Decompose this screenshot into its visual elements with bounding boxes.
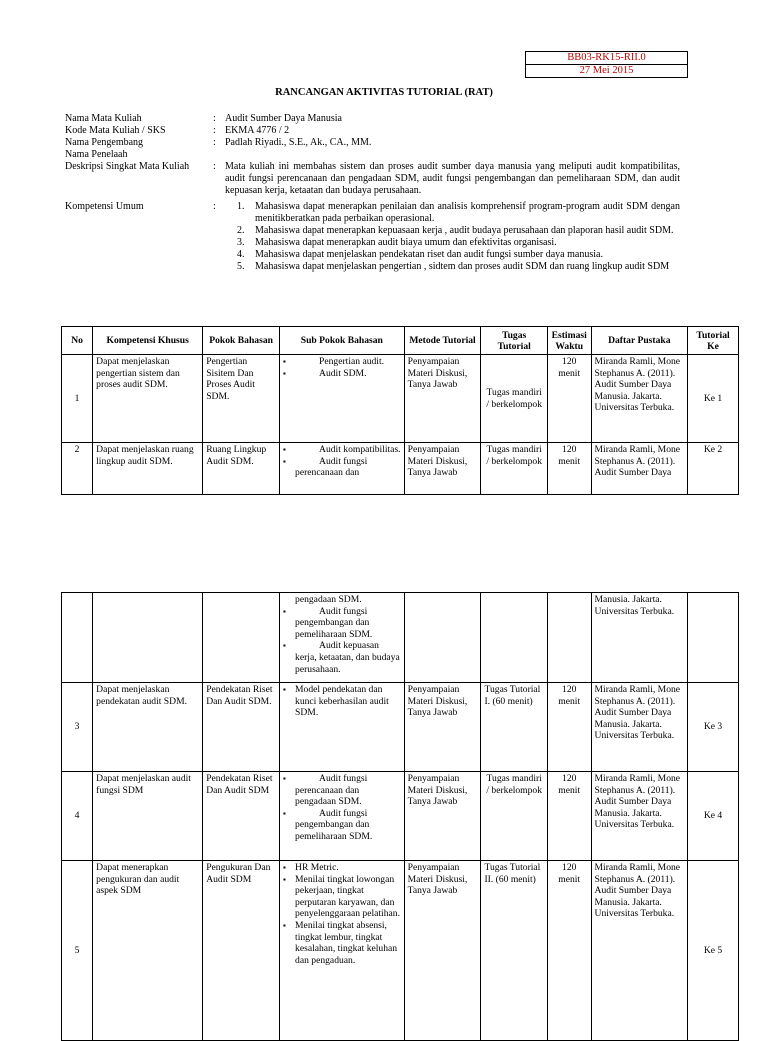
tutorial-table-page1 (61, 326, 739, 495)
info-colon: : (213, 161, 216, 172)
sub-list (283, 356, 401, 379)
sub-item: ▪ Audit fungsi pengembangan dan pemeliharaan SDM. (283, 606, 401, 641)
competency-list (225, 201, 680, 273)
table-row (62, 355, 739, 443)
header-kompetensi: Kompetensi Khusus (93, 327, 203, 355)
cell-ke: Ke 5 (688, 861, 739, 1041)
cell-waktu: 120 menit (547, 683, 591, 772)
cell-kompetensi: Dapat menjelaskan ruang lingkup audit SDM. (93, 443, 203, 495)
cell-sub (280, 683, 405, 772)
cell-no: 1 (62, 355, 93, 443)
sub-list (283, 773, 401, 843)
cell-kompetensi (93, 593, 203, 683)
cell-sub (280, 355, 405, 443)
info-colon: : (213, 125, 216, 136)
sub-list (283, 606, 401, 676)
header-waktu: Estimasi Waktu (547, 327, 591, 355)
header-pokok: Pokok Bahasan (203, 327, 280, 355)
info-value: Mata kuliah ini membahas sistem dan proses audit sumber daya manusia yang meliputi audit kompatibilitas, audit fungsi perencanaan dan pengadaan SDM, audit fungsi pengembangan dan pemeliharaan SDM, dan audit kepuasan kerja, ketaatan dan budaya perusahaan. (225, 161, 680, 196)
competency-item: 1. Mahasiswa dapat menerapkan penilaian dan analisis komprehensif program-program audit SDM dengan menitikberatkan pada perbaikan operasional. (237, 201, 680, 224)
cell-metode: Penyampaian Materi Diskusi, Tanya Jawab (404, 683, 481, 772)
info-label: Kompetensi Umum (65, 201, 144, 212)
document-code: BB03-RK15-RII.0 (567, 52, 646, 63)
info-row-course-name (65, 113, 680, 125)
cell-kompetensi: Dapat menjelaskan audit fungsi SDM (93, 772, 203, 861)
cell-no (62, 593, 93, 683)
cell-tugas: Tugas mandiri / berkelompok (481, 772, 547, 861)
cell-kompetensi: Dapat menjelaskan pengertian sistem dan proses audit SDM. (93, 355, 203, 443)
sub-item: ▪ Audit fungsi perencanaan dan pengadaan SDM. (283, 773, 401, 808)
sub-list (283, 444, 401, 479)
sub-item: ▪ Audit kepuasan kerja, ketaatan, dan budaya perusahaan. (283, 640, 401, 675)
sub-continued-text: pengadaan SDM. (295, 594, 362, 605)
cell-pustaka: Miranda Ramli, Mone Stephanus A. (2011). Audit Sumber Daya (591, 443, 688, 495)
course-info (65, 113, 680, 273)
cell-kompetensi: Dapat menjelaskan pendekatan audit SDM. (93, 683, 203, 772)
header-metode: Metode Tutorial (404, 327, 481, 355)
header-pustaka: Daftar Pustaka (591, 327, 688, 355)
sub-item: ▪ HR Metric. (283, 862, 401, 874)
cell-tugas: Tugas mandiri / berkelompok (481, 355, 547, 443)
cell-pustaka: Miranda Ramli, Mone Stephanus A. (2011). Audit Sumber Daya Manusia. Jakarta. Universitas Terbuka. (591, 355, 688, 443)
table-row (62, 683, 739, 772)
header-ke: Tutorial Ke (688, 327, 739, 355)
header-no: No (62, 327, 93, 355)
cell-ke: Ke 2 (688, 443, 739, 495)
sub-item: ▪ Menilai tingkat lowongan pekerjaan, tingkat perputaran karyawan, dan penyelenggaraan pelatihan. (283, 874, 401, 920)
cell-pokok: Pendekatan Riset Dan Audit SDM. (203, 683, 280, 772)
cell-ke (688, 593, 739, 683)
sub-item: ▪ Audit fungsi pengembangan dan pemeliharaan SDM. (283, 808, 401, 843)
sub-item: ▪ Audit SDM. (283, 368, 401, 380)
cell-waktu (547, 593, 591, 683)
cell-metode: Penyampaian Materi Diskusi, Tanya Jawab (404, 772, 481, 861)
cell-pustaka: Miranda Ramli, Mone Stephanus A. (2011). Audit Sumber Daya Manusia. Jakarta. Universitas Terbuka. (591, 772, 688, 861)
info-row-reviewer (65, 149, 680, 161)
table-row-continued (62, 593, 739, 683)
sub-item: ▪ Menilai tingkat absensi, tingkat lembur, tingkat kesalahan, tingkat keluhan dan pengaduan. (283, 920, 401, 966)
cell-pustaka: Miranda Ramli, Mone Stephanus A. (2011). Audit Sumber Daya Manusia. Jakarta. Universitas Terbuka. (591, 861, 688, 1041)
document-code-box (525, 51, 688, 78)
info-label: Kode Mata Kuliah / SKS (65, 125, 166, 136)
cell-waktu: 120 menit (547, 355, 591, 443)
cell-sub (280, 593, 405, 683)
table-row (62, 443, 739, 495)
cell-waktu: 120 menit (547, 772, 591, 861)
cell-pokok: Pendekatan Riset Dan Audit SDM (203, 772, 280, 861)
cell-sub (280, 861, 405, 1041)
competency-item: 3. Mahasiswa dapat menerapkan audit biaya umum dan efektivitas organisasi. (237, 237, 557, 248)
header-sub: Sub Pokok Bahasan (280, 327, 405, 355)
info-value: Audit Sumber Daya Manusia (225, 113, 342, 124)
cell-no: 4 (62, 772, 93, 861)
sub-list (283, 862, 401, 966)
info-row-description (65, 161, 680, 197)
sub-item: ▪ Pengertian audit. (283, 356, 401, 368)
cell-metode: Penyampaian Materi Diskusi, Tanya Jawab (404, 355, 481, 443)
cell-waktu: 120 menit (547, 443, 591, 495)
table-row (62, 861, 739, 1041)
info-colon: : (213, 137, 216, 148)
tutorial-table-page2 (61, 592, 739, 1041)
competency-item: 5. Mahasiswa dapat menjelaskan pengertian , sidtem dan proses audit SDM dan ruang lingkup audit SDM (237, 261, 670, 272)
info-colon: : (213, 201, 216, 212)
info-row-developer (65, 137, 680, 149)
sub-item: ▪ Audit kompatibilitas. (283, 444, 401, 456)
header-tugas: Tugas Tutorial (481, 327, 547, 355)
info-value: Padlah Riyadi., S.E., Ak., CA., MM. (225, 137, 372, 148)
cell-pokok: Ruang Lingkup Audit SDM. (203, 443, 280, 495)
sub-item: ▪ Audit fungsi perencanaan dan (283, 456, 401, 479)
sub-item: ▪ Model pendekatan dan kunci keberhasilan audit SDM. (283, 684, 401, 719)
cell-ke: Ke 3 (688, 683, 739, 772)
cell-no: 2 (62, 443, 93, 495)
cell-sub (280, 443, 405, 495)
competency-item: 2. Mahasiswa dapat menerapkan kepuasaan kerja , audit budaya perusahaan dan plaporan hasil audit SDM. (237, 225, 674, 236)
info-label: Nama Pengembang (65, 137, 144, 148)
cell-tugas: Tugas mandiri / berkelompok (481, 443, 547, 495)
cell-metode: Penyampaian Materi Diskusi, Tanya Jawab (404, 443, 481, 495)
sub-list (283, 684, 401, 719)
cell-no: 3 (62, 683, 93, 772)
cell-tugas (481, 593, 547, 683)
cell-no: 5 (62, 861, 93, 1041)
cell-tugas: Tugas Tutorial I. (60 menit) (481, 683, 547, 772)
info-colon: : (213, 113, 216, 124)
document-date: 27 Mei 2015 (526, 64, 687, 77)
cell-pustaka: Manusia. Jakarta. Universitas Terbuka. (591, 593, 688, 683)
cell-pokok (203, 593, 280, 683)
cell-waktu: 120 menit (547, 861, 591, 1041)
info-row-course-code (65, 125, 680, 137)
info-label: Nama Mata Kuliah (65, 113, 142, 124)
competency-item: 4. Mahasiswa dapat menjelaskan pendekatan riset dan audit fungsi sumber daya manusia. (237, 249, 603, 260)
table-header (62, 327, 739, 355)
info-label: Nama Penelaah (65, 149, 128, 160)
table-row (62, 772, 739, 861)
cell-sub (280, 772, 405, 861)
cell-kompetensi: Dapat menerapkan pengukuran dan audit aspek SDM (93, 861, 203, 1041)
cell-ke: Ke 1 (688, 355, 739, 443)
cell-ke: Ke 4 (688, 772, 739, 861)
page-title: RANCANGAN AKTIVITAS TUTORIAL (RAT) (275, 87, 493, 98)
info-label: Deskripsi Singkat Mata Kuliah (65, 161, 190, 172)
info-value: EKMA 4776 / 2 (225, 125, 290, 136)
cell-metode: Penyampaian Materi Diskusi, Tanya Jawab (404, 861, 481, 1041)
cell-metode (404, 593, 481, 683)
cell-tugas: Tugas Tutorial II. (60 menit) (481, 861, 547, 1041)
info-row-competencies (65, 201, 680, 273)
cell-pokok: Pengukuran Dan Audit SDM (203, 861, 280, 1041)
cell-pustaka: Miranda Ramli, Mone Stephanus A. (2011). Audit Sumber Daya Manusia. Jakarta. Universitas Terbuka. (591, 683, 688, 772)
cell-pokok: Pengertian Sisitem Dan Proses Audit SDM. (203, 355, 280, 443)
